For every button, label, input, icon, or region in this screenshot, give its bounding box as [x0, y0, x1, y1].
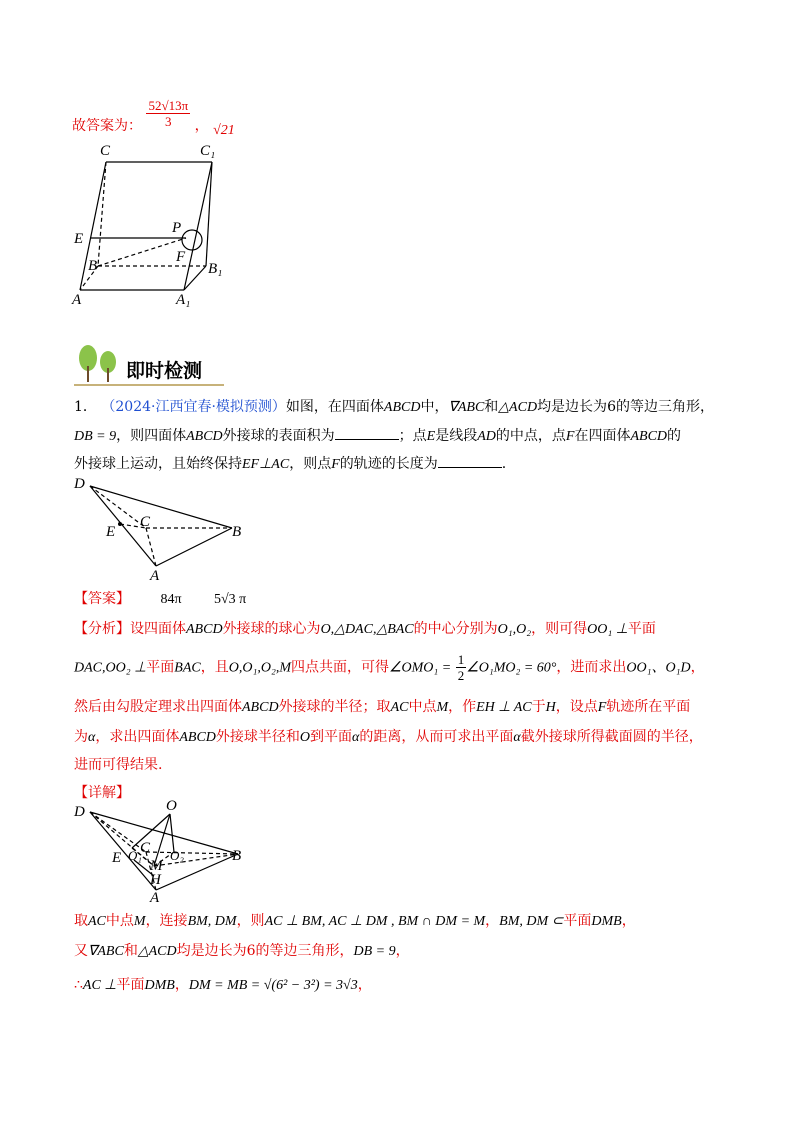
solution-text: 平面	[563, 913, 592, 929]
analysis-text: ，作	[448, 699, 477, 715]
analysis-text: ，进而求出	[556, 659, 627, 676]
solution-math: DM = MB = √(6² − 3²) = 3√3	[188, 978, 358, 993]
solution-text: ，则	[236, 913, 265, 929]
solution-line-1	[74, 910, 636, 930]
solution-math: DMB	[591, 914, 622, 929]
math-e: E	[426, 429, 436, 444]
detail-label-h: H	[150, 872, 161, 888]
analysis-text: 轨迹所在平面	[606, 699, 691, 715]
tetra-label-c: C	[140, 514, 151, 530]
analysis-math: O	[299, 730, 311, 745]
answer-line	[74, 588, 246, 608]
top-answer-fraction	[146, 98, 190, 129]
problem-text: 和	[484, 399, 499, 415]
analysis-line-2	[74, 652, 705, 686]
tetra-label-e: E	[106, 524, 116, 540]
analysis-text: 截外接球所得截面圆的半径，	[520, 729, 703, 745]
analysis-line-1	[74, 618, 656, 638]
math-tri-abc: ∇ABC	[448, 400, 485, 415]
detail-label-e: E	[112, 850, 122, 866]
analysis-text: ，且	[200, 659, 229, 676]
math-six: 6	[607, 399, 616, 415]
solution-math: DMB	[144, 978, 175, 993]
solution-text: 均是边长为	[176, 943, 247, 959]
math-ef: EF⊥AC	[242, 457, 290, 472]
solution-line-3	[74, 974, 372, 994]
math-db: DB = 9	[74, 429, 117, 444]
tree-icon	[74, 344, 122, 384]
solution-math: ∇ABC	[88, 944, 124, 959]
analysis-math: EH ⊥ AC	[476, 700, 532, 715]
top-answer-prefix: 故答案为：	[72, 117, 142, 134]
solution-math: AC ⊥ BM, AC ⊥ DM , BM ∩ DM = M	[264, 914, 486, 929]
math-abcd: ABCD	[383, 400, 421, 415]
problem-text: 在四面体	[574, 428, 631, 444]
analysis-text: 设四面体	[130, 621, 186, 637]
solution-math: AC ⊥	[82, 978, 117, 993]
solution-math: BM, DM ⊂	[499, 914, 564, 929]
analysis-text: ，求出四面体	[95, 729, 180, 745]
prism-label-b: B	[88, 258, 98, 274]
math-tri-acd: △ACD	[498, 400, 538, 415]
solution-text: 和	[123, 943, 138, 959]
analysis-text: 外接球的半径；取	[278, 699, 391, 715]
analysis-text: ，则可得	[531, 621, 588, 637]
problem-text: 的	[667, 428, 682, 444]
problem-line-2	[74, 425, 681, 445]
analysis-math: ABCD	[242, 700, 279, 715]
prism-label-p: P	[172, 220, 182, 236]
solution-text: 的等边三角形，	[255, 943, 354, 959]
fraction-numerator: 1	[457, 652, 465, 667]
section-underline	[74, 384, 224, 386]
prism-label-c: C	[100, 143, 111, 159]
detail-label-o2: O₂	[170, 848, 184, 863]
analysis-math: M	[436, 700, 449, 715]
analysis-text: 进而可得结果.	[74, 757, 163, 773]
top-answer-val2: √21	[213, 122, 235, 138]
problem-line-3	[74, 453, 506, 473]
answer-label: 【答案】	[74, 591, 130, 607]
math-abcd: ABCD	[186, 429, 223, 444]
solution-text: 又	[74, 943, 88, 959]
analysis-math: O,O₁,O₂,M	[228, 660, 291, 676]
answer-blank-2[interactable]	[438, 454, 502, 468]
analysis-text: 的距离，从而可求出平面	[359, 729, 514, 745]
detail-label-m: M	[150, 858, 163, 874]
solution-text: 中点	[105, 913, 134, 929]
analysis-math: AC	[390, 700, 409, 715]
solution-math: M	[133, 914, 146, 929]
analysis-math: ABCD	[179, 730, 216, 745]
tetrahedron-figure	[70, 472, 250, 582]
analysis-text: 为	[74, 729, 88, 745]
top-answer-line	[72, 98, 235, 138]
analysis-text: 于	[531, 699, 546, 715]
analysis-math: α	[513, 730, 521, 745]
math-f: F	[331, 457, 340, 472]
analysis-math: O₁,O₂	[497, 622, 532, 637]
math-f: F	[565, 429, 575, 444]
solution-line-2	[74, 940, 410, 960]
problem-text: 的等边三角形，	[615, 399, 714, 415]
analysis-text: 外接球半径和	[215, 729, 300, 745]
solution-math: AC	[88, 914, 106, 929]
detail-label-o: O	[166, 798, 177, 814]
solution-text: 6	[246, 943, 256, 959]
prism-label-f: F	[176, 249, 186, 265]
analysis-text: 到平面	[310, 729, 353, 745]
prism-figure	[68, 140, 238, 310]
analysis-math: α	[88, 730, 96, 745]
analysis-math: ∠O₁MO₂ = 60°	[466, 660, 557, 676]
analysis-line-4	[74, 726, 703, 746]
problem-text: 如图，在四面体	[285, 399, 384, 415]
solution-math: DB = 9	[353, 944, 396, 959]
prism-label-a: A	[72, 292, 82, 308]
detail-label-d: D	[74, 804, 85, 820]
analysis-text: 然后由勾股定理求出四面体	[74, 699, 242, 715]
problem-text: 外接球上运动，且始终保持	[74, 456, 242, 472]
solution-text: ，	[621, 913, 636, 929]
section-title: 即时检测	[126, 361, 203, 382]
analysis-text: 四点共面，可得	[290, 659, 389, 676]
solution-math: BM, DM	[187, 914, 237, 929]
problem-line-1	[74, 396, 714, 416]
fraction-numerator: 52√13π	[148, 98, 189, 113]
solution-text: ∴	[74, 977, 83, 993]
detail-label-b: B	[232, 848, 242, 864]
analysis-text: ，设点	[555, 699, 598, 715]
problem-text: .	[501, 456, 507, 472]
detail-label-o1: O₁	[128, 848, 142, 863]
analysis-text: 的中心分别为	[413, 621, 498, 637]
problem-text: 中，	[420, 399, 449, 415]
tetra-label-a: A	[150, 568, 160, 582]
analysis-line-5	[74, 754, 162, 774]
detail-figure	[70, 796, 260, 906]
analysis-text: 平面	[146, 659, 175, 676]
solution-text: 取	[74, 913, 88, 929]
analysis-text: 平面	[627, 621, 656, 637]
solution-text: ，	[357, 977, 372, 993]
problem-text: ，则点	[289, 456, 332, 472]
answer-value-1: 84π	[160, 592, 182, 607]
problem-text: 是线段	[435, 428, 478, 444]
analysis-text: 中点	[408, 699, 437, 715]
solution-text: ，	[395, 943, 410, 959]
problem-text: 均是边长为	[537, 399, 608, 415]
analysis-math: α	[352, 730, 360, 745]
solution-text: ，连接	[145, 913, 188, 929]
problem-text: 外接球的表面积为	[222, 428, 335, 444]
prism-label-e: E	[74, 231, 84, 247]
analysis-math: OO₁、O₁D	[626, 660, 691, 676]
analysis-math: H	[545, 700, 556, 715]
section-header	[74, 344, 224, 388]
prism-label-c1: C₁	[200, 143, 216, 159]
analysis-math: DAC,OO₂ ⊥	[74, 660, 147, 676]
answer-value-2: 5√3 π	[213, 592, 247, 607]
analysis-text: ，	[690, 659, 705, 676]
problem-text: ；点	[398, 428, 427, 444]
analysis-math: ∠OMO₁ =	[388, 660, 452, 676]
detail-label-a: A	[150, 890, 160, 906]
problem-number: 1．	[74, 399, 97, 415]
math-ad: AD	[477, 429, 496, 444]
solution-text: ，	[485, 913, 500, 929]
analysis-math: F	[597, 700, 607, 715]
fraction-denominator: 3	[165, 114, 172, 129]
problem-text: 的轨迹的长度为	[339, 456, 438, 472]
solution-math: △ACD	[137, 944, 177, 959]
analysis-math: BAC	[174, 660, 201, 676]
solution-text: 平面	[116, 977, 145, 993]
tetra-label-d: D	[74, 476, 85, 492]
problem-text: 的中点，点	[495, 428, 566, 444]
detail-label: 【详解】	[74, 785, 130, 801]
prism-label-a1: A₁	[176, 292, 191, 308]
analysis-math: OO₁ ⊥	[587, 622, 628, 637]
analysis-label: 【分析】	[74, 621, 130, 637]
tetra-label-b: B	[232, 524, 242, 540]
analysis-math: O,△DAC,△BAC	[320, 622, 414, 637]
detail-label-c: C	[140, 840, 151, 856]
problem-text: ，则四面体	[116, 428, 187, 444]
fraction-denominator: 2	[457, 668, 465, 683]
prism-label-b1: B₁	[208, 261, 223, 277]
top-answer-sep: ，	[194, 117, 209, 134]
solution-text: ，	[174, 977, 189, 993]
analysis-math: ABCD	[186, 622, 223, 637]
answer-blank-1[interactable]	[335, 426, 399, 440]
analysis-fraction-half	[456, 652, 467, 683]
problem-source: （2024·江西宜春·模拟预测）	[101, 399, 286, 415]
math-abcd: ABCD	[630, 429, 668, 444]
analysis-text: 外接球的球心为	[222, 621, 321, 637]
analysis-line-3	[74, 696, 690, 716]
